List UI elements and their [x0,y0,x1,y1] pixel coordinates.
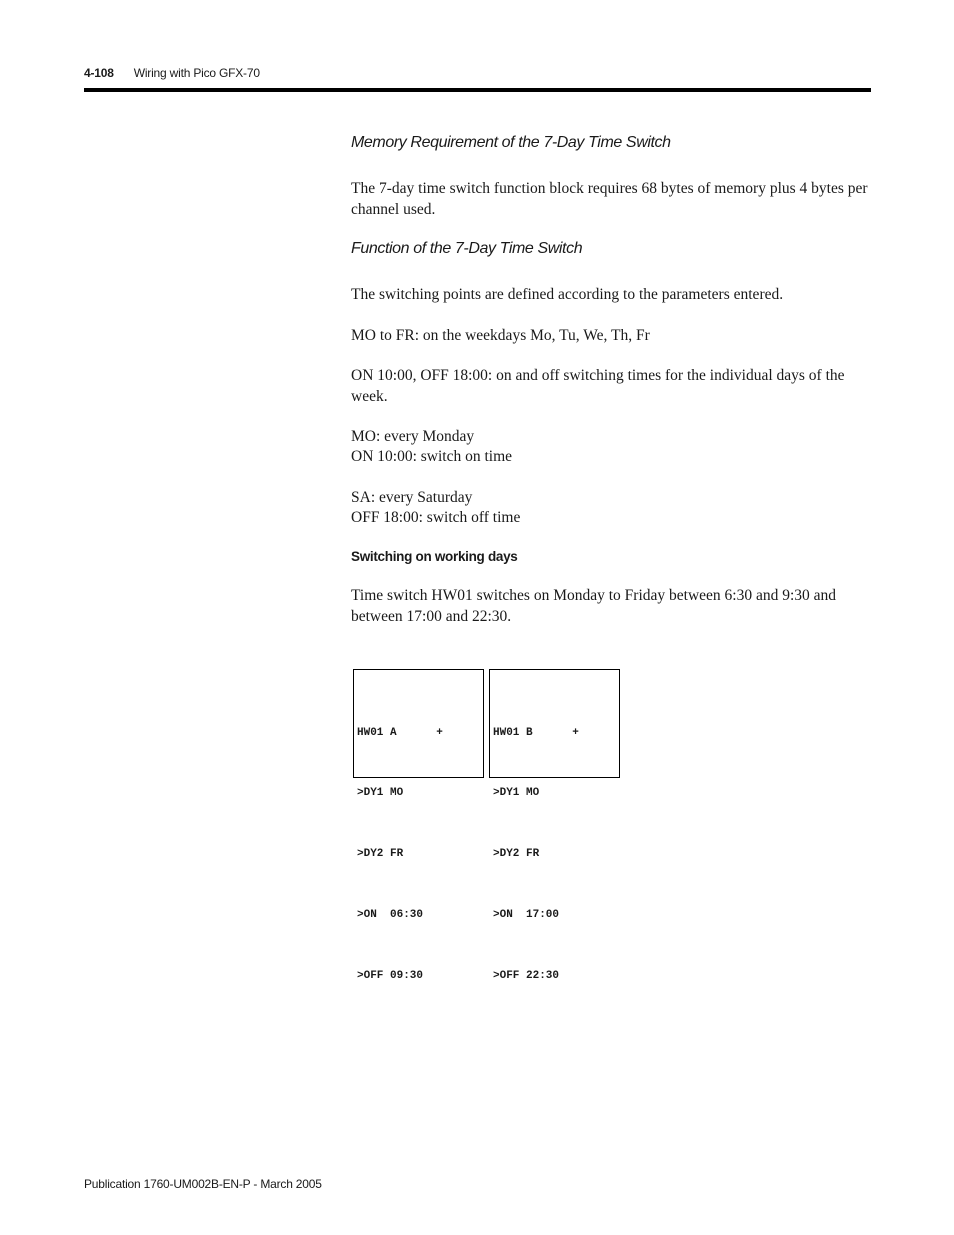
display-line: >DY2 FR [357,848,404,861]
function-heading: Function of the 7-Day Time Switch [351,240,583,257]
saturday-line: SA: every Saturday [351,489,473,506]
display-line: >DY1 MO [357,787,404,800]
display-line: >ON 06:30 [357,909,424,922]
switch-on-line: ON 10:00: switch on time [351,448,513,465]
display-line: >DY1 MO [493,787,540,800]
display-panel-b [489,669,620,983]
page-footer: Publication 1760-UM002B-EN-P - March 2005 [84,1177,322,1191]
switch-off-line: OFF 18:00: switch off time [351,509,521,526]
running-title: Wiring with Pico GFX-70 [133,66,260,80]
working-days-paragraph: Time switch HW01 switches on Monday to Friday between 6:30 and 9:30 and between 17:00 and 22:30. [351,587,837,625]
display-line: >ON 17:00 [493,909,560,922]
display-panel-a [353,669,484,983]
monday-line: MO: every Monday [351,428,475,445]
memory-heading: Memory Requirement of the 7-Day Time Switch [351,134,671,151]
header-rule [84,88,871,92]
display-line: >OFF 22:30 [493,970,560,983]
display-line: >DY2 FR [493,848,540,861]
display-line: HW01 A + [357,726,443,739]
on-off-paragraph: ON 10:00, OFF 18:00: on and off switching times for the individual days of the week. [351,367,845,405]
function-paragraph: The switching points are defined according to the parameters entered. [351,286,784,303]
memory-paragraph: The 7-day time switch function block requires 68 bytes of memory plus 4 bytes per channel used. [351,180,868,218]
working-days-heading: Switching on working days [351,549,518,564]
page-number: 4-108 [84,66,114,80]
display-line: HW01 B + [493,726,579,739]
page-header [84,66,260,80]
display-line: >OFF 09:30 [357,970,424,983]
mo-fr-paragraph: MO to FR: on the weekdays Mo, Tu, We, Th, Fr [351,327,650,344]
